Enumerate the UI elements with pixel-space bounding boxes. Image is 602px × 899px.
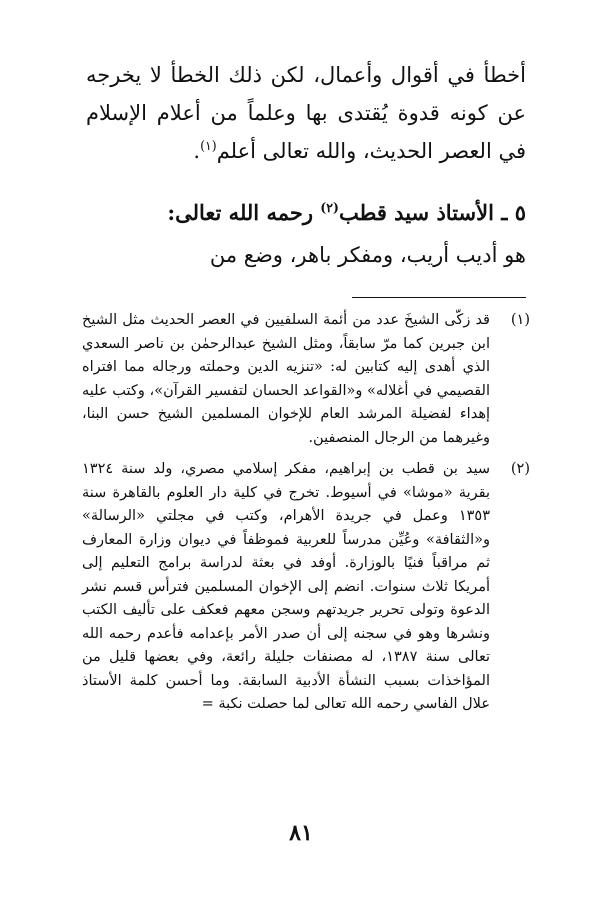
footnote-item (82, 458, 530, 717)
footnote-text: قد زكّى الشيخَ عدد من أئمة السلفيين في العصر الحديث مثل الشيخ ابن جبرين كما مرّ سابقاً، ومثل الشيخ عبدالرحمٰن بن ناصر السعدي الذي أهدى إليه كتابين له: «تنزيه الدين وحملته ورجاله مما افتراه القصيمي في أغلاله» و«القواعد الحسان لتفسير القرآن»، وكتب عليه إهداء لفضيلة المرشد العام للإخوان المسلمين الشيخ حسن البنا، وغيرهما من الرجال المنصفين. (82, 312, 490, 446)
heading-prefix: ٥ ـ الأستاذ سيد قطب (338, 200, 526, 225)
paragraph-text: أخطأ في أقوال وأعمال، لكن ذلك الخطأ لا يخرجه عن كونه قدوة يُقتدى بها وعلماً من أعلام الإسلام في العصر الحديث، والله تعالى أعلم (86, 63, 526, 163)
main-paragraph (86, 56, 526, 170)
footnote-number: (٢) (510, 461, 530, 477)
intro-line: هو أديب أريب، ومفكر باهر، وضع من (209, 243, 526, 267)
section-heading (86, 195, 526, 231)
footnote-ref-1: (١) (200, 138, 217, 153)
footnote-item (82, 309, 530, 450)
page-number: ٨١ (289, 820, 313, 846)
footnote-text: سيد بن قطب بن إبراهيم، مفكر إسلامي مصري، ولد سنة ١٣٢٤ بقرية «موشا» في أسيوط. تخرج في كلية دار العلوم بالقاهرة سنة ١٣٥٣ وعمل في جريدة الأهرام، وكتب في مجلتي «الرسالة» و«الثقافة» وعُيِّن مدرساً للعربية فموظفاً في ديوان وزارة المعارف ثم مراقباً فنيًا بالوزارة. أوفد في بعثة لدراسة برامج التعليم إلى أمريكا ثلاث سنوات. انضم إلى الإخوان المسلمين فترأس قسم نشر الدعوة وتولى تحرير جريدتهم وسجن معهم فعكف على تأليف الكتب ونشرها وهو في سجنه إلى أن صدر الأمر بإعدامه فأعدم رحمه الله تعالى سنة ١٣٨٧، له مصنفات جليلة رائعة، وفي بعضها قليل من المؤاخذات بسبب النشأة الأدبية السابقة. وما أحسن كلمة الأستاذ علال الفاسي رحمه الله تعالى لما حصلت نكبة = (82, 461, 490, 712)
footnote-ref-2: (٢) (320, 200, 339, 215)
footnote-separator (352, 297, 526, 298)
paragraph-end: . (193, 139, 201, 163)
heading-suffix: رحمه الله تعالى: (167, 200, 321, 225)
footnotes (82, 309, 530, 725)
footnote-number: (١) (510, 312, 530, 328)
